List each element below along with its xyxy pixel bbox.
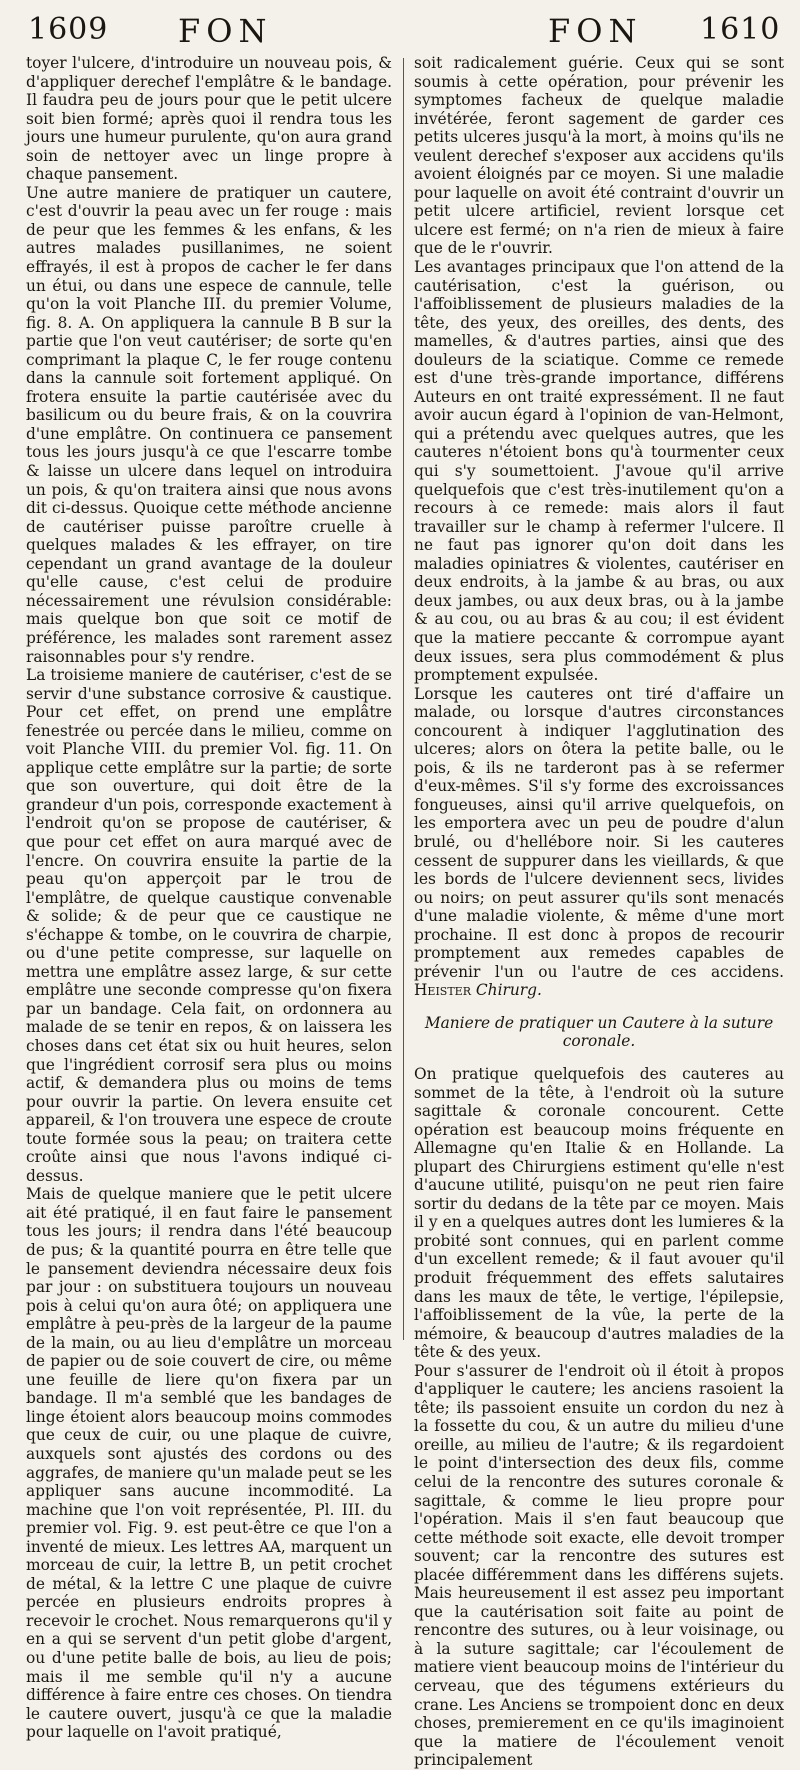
paragraph: Les avantages principaux que l'on attend de la cautérisation, c'est la guérison, ou l'affoiblissement de plusieurs maladies de la tête, des yeux, des oreilles, des dents, des mamelles, & d'autres parties, ainsi que des douleurs de la sciatique. Comme ce remede est d'une très-grande importance, différens Auteurs en ont traité expressément. Il ne faut avoir aucun égard à l'opinion de van-Helmont, qui a prétendu avec quelques autres, que les cauteres n'étoient bons qu'à tourmenter ceux qui s'y soumettoient. J'avoue qu'il arrive quelquefois que c'est très-inutilement qu'on a recours à ce remede: mais alors il faut travailler sur le champ à refermer l'ulcere. Il ne faut pas ignorer qu'on doit dans les maladies opiniatres & violentes, cautériser en deux endroits, à la jambe & au bras, ou aux deux jambes, ou aux deux bras, ou à la jambe & au cou, ou au bras & au cou; il est évident que la matiere peccante & corrompue ayant deux issues, sera plus commodément & plus promptement expulsée. [414,258,784,685]
paragraph: On pratique quelquefois des cauteres au sommet de la tête, à l'endroit où la suture sagittale & coronale concourent. Cette opération est beaucoup moins fréquente en Allemagne qu'en Italie & en Hollande. La plupart des Chirurgiens estiment qu'elle n'est d'aucune utilité, puisqu'on ne peut rien faire sortir du dedans de la tête par ce moyen. Mais il y en a quelques autres dont les lumieres & la probité sont connues, qui en parlent comme d'un excellent remede; & il faut avouer qu'il produit fréquemment des effets salutaires dans les maux de tête, le vertige, l'épilepsie, l'affoiblissement de la vûe, la perte de la mémoire, & beaucoup d'autres maladies de la tête & des yeux. [414,1064,784,1362]
section-heading: Maniere de pratiquer un Cautere à la suture coronale. [424,1013,774,1051]
author-name: Heister [414,981,471,1000]
paragraph: La troisieme maniere de cautériser, c'est de se servir d'une substance corrosive & caustique. Pour cet effet, on prend une emplâtre fenestrée ou percée dans le milieu, comme on voit Planche VIII. du premier Vol. fig. 11. On applique cette emplâtre sur la partie; de sorte que son ouverture, qui doit être de la grandeur d'un pois, corresponde exactement à l'endroit qu'on se propose de cautériser, & que pour cet effet on aura marqué avec de l'encre. On couvrira ensuite la partie de la peau qu'on apperçoit par le trou de l'emplâtre, de quelque caustique convenable & solide; & de peur que ce caustique ne s'échappe & tombe, on le couvrira de charpie, ou d'une petite compresse, sur laquelle on mettra une emplâtre assez large, & sur cette emplâtre une seconde compresse qu'on fixera par un bandage. Cela fait, on ordonnera au malade de se tenir en repos, & on laissera les choses dans cet état six ou huit heures, selon que l'ingrédient corrosif sera plus ou moins actif, & demandera plus ou moins de tems pour ouvrir la partie. On levera ensuite cet appareil, & l'on trouvera une espece de croute toute formée sous la peau; on traitera cette croûte ainsi que nous l'avons indiqué ci-dessus. [26,666,392,1185]
paragraph-text: Lorsque les cauteres ont tiré d'affaire un malade, ou lorsque d'autres circonstances concourent à indiquer l'agglutination des ulceres; alors on ôtera la petite balle, ou le pois, & ils ne tarderont pas à se refermer d'eux-mêmes. S'il s'y forme des excroissances fongueuses, ainsi qu'il arrive quelquefois, on les emportera avec un peu de poudre d'alun brulé, ou d'hellébore noir. Si les cauteres cessent de suppurer dans les vieillards, & que les bords de l'ulcere deviennent secs, livides ou noirs; on peut assurer qu'ils sont menacés d'une maladie violente, & même d'une mort prochaine. Il est donc à propos de recourir promptement aux remedes capables de prévenir l'un ou l'autre de ces accidens. [414,684,784,981]
paragraph: Pour s'assurer de l'endroit où il étoit à propos d'appliquer le cautere; les anciens rasoient la tête; ils passoient ensuite un cordon du nez à la fossette du cou, & un autre du milieu d'une oreille, au milieu de l'autre; & ils regardoient le point d'intersection des deux fils, comme celui de la rencontre des sutures coronale & sagittale, & comme le lieu propre pour l'opération. Mais il s'en faut beaucoup que cette méthode soit exacte, elle devoit tromper souvent; car la rencontre des sutures est placée différemment dans les différens sujets. Mais heureusement il est assez peu important que la cautérisation soit faite au point de rencontre des sutures, ou à leur voisinage, ou à la suture sagittale; car l'écoulement de matiere vient beaucoup moins de l'intérieur du cerveau, que des tégumens extérieurs du crane. Les Anciens se trompoient donc en deux choses, premierement en ce qu'ils imaginoient que la matiere de l'écoulement venoit principalement [414,1361,784,1770]
paragraph: Une autre maniere de pratiquer un cautere, c'est d'ouvrir la peau avec un fer rouge : mais de peur que les femmes & les enfans, & les autres malades pusillanimes, ne soient effrayés, il est à propos de cacher le fer dans un étui, ou dans une espece de cannule, telle qu'on la voit Planche III. du premier Volume, fig. 8. A. On appliquera la cannule B B sur la partie que l'on veut cautériser; de sorte qu'en comprimant la plaque C, le fer rouge contenu dans la cannule soit fortement appliqué. On frotera ensuite la partie cautérisée avec du basilicum ou du beure frais, & on la couvrira d'une emplâtre. On continuera ce pansement tous les jours jusqu'à ce que l'escarre tombe & laisse un ulcere dans lequel on introduira un pois, & qu'on traitera ainsi que nous avons dit ci-dessus. Quoique cette méthode ancienne de cautériser puisse paroître cruelle à quelques malades & les effrayer, on tire cependant un grand avantage de la douleur qu'elle cause, c'est celui de produire nécessairement une révulsion considérable: mais quelque bon que soit ce motif de préférence, les malades sont rarement assez raisonnables pour s'y rendre. [26,183,392,666]
left-column [26,54,392,1742]
source-reference: Chirurg. [475,981,542,1000]
page-number-right: 1610 [700,12,781,47]
paragraph: soit radicalement guérie. Ceux qui se sont soumis à cette opération, pour prévenir les symptomes facheux de quelque maladie invétérée, feront sagement de garder ces petits ulceres jusqu'à la mort, à moins qu'ils ne veulent derechef s'exposer aux accidens qu'ils avoient éloignés par ce moyen. Si une maladie pour laquelle on avoit été contraint d'ouvrir un petit ulcere artificiel, revient lorsque cet ulcere est fermé; on n'a rien de mieux à faire que de le r'ouvrir. [414,54,784,258]
paragraph [414,685,784,1000]
page-number-left: 1609 [28,12,109,47]
right-column [414,54,784,1770]
header-word-right: FON [548,12,643,50]
column-divider [403,58,404,1340]
running-header [0,0,800,52]
header-word-left: FON [178,12,273,50]
paragraph: toyer l'ulcere, d'introduire un nouveau pois, & d'appliquer derechef l'emplâtre & le bandage. Il faudra peu de jours pour que le petit ulcere soit bien formé; après quoi il rendra tous les jours une humeur purulente, qu'on aura grand soin de nettoyer avec un linge propre à chaque pansement. [26,54,392,184]
paragraph: Mais de quelque maniere que le petit ulcere ait été pratiqué, il en faut faire le pansement tous les jours; il rendra dans l'été beaucoup de pus; & la quantité pourra en être telle que le pansement deviendra nécessaire deux fois par jour : on substituera toujours un nouveau pois à celui qu'on aura ôté; on appliquera une emplâtre à peu-près de la largeur de la paume de la main, ou au lieu d'emplâtre un morceau de papier ou de soie couvert de cire, ou même une feuille de liere qu'on fixera par un bandage. Il m'a semblé que les bandages de linge étoient alors beaucoup moins commodes que ceux de cuir, ou une plaque de cuivre, auxquels sont ajustés des cordons ou des aggrafes, de maniere qu'un malade peut se les appliquer sans aucune incommodité. La machine que l'on voit représentée, Pl. III. du premier vol. Fig. 9. est peut-être ce que l'on a inventé de mieux. Les lettres AA, marquent un morceau de cuir, la lettre B, un petit crochet de métal, & la lettre C une plaque de cuivre percée en plusieurs endroits propres à recevoir le crochet. Nous remarquerons qu'il y en a qui se servent d'un petit globe d'argent, ou d'une petite balle de bois, au lieu de pois; mais il me semble qu'il n'y a aucune différence à faire entre ces choses. On tiendra le cautere ouvert, jusqu'à ce que la maladie pour laquelle on l'avoit pratiqué, [26,1185,392,1742]
